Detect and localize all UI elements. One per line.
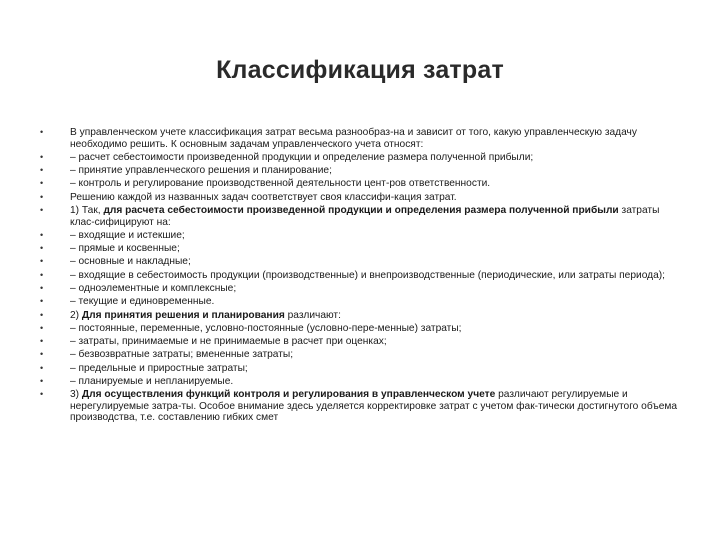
slide-title: Классификация затрат [216,56,504,84]
bullet-text: – постоянные, переменные, условно-постоянные (условно-пере-менные) затраты; [70,322,462,334]
bullet-text: – основные и накладные; [70,256,191,268]
bullet-item [40,323,680,335]
bullet-item [40,363,680,375]
bullet-text: – предельные и приростные затраты; [70,362,248,374]
bullet-text: – входящие в себестоимость продукции (производственные) и внепроизводственные (периодические, или затраты периода); [70,269,665,281]
bullet-text: различают: [284,309,341,321]
bullet-item [40,205,680,228]
bullet-text: – текущие и единовременные. [70,296,215,308]
bullet-dot-icon: • [40,283,44,293]
bullet-item [40,310,680,322]
bullet-text: 1) Так, [70,205,104,216]
bullet-dot-icon: • [40,256,44,267]
bullet-text: – прямые и косвенные; [70,243,180,255]
bullet-text: 3) [70,389,82,401]
bullet-text: – контроль и регулирование производственной деятельности цент-ров ответственности. [70,178,491,190]
bullet-dot-icon: • [40,375,44,386]
bullet-text: – принятие управленческого решения и планирование; [70,165,332,177]
bullet-text: – планируемые и непланируемые. [70,375,234,387]
bullet-text: 2) [70,309,82,321]
bullet-item [40,389,680,424]
bullet-dot-icon: • [40,165,44,176]
bullet-item [40,230,680,242]
bullet-text: – одноэлементные и комплексные; [70,283,237,294]
bullet-dot-icon: • [40,309,44,320]
bullet-text: различают регулируемые и нерегулируемые затра-ты. Особое внимание здесь уделяется корректировке затрат с учетом фак-тически достигнутого объема производства, т.е. составлению гибких смет [70,389,678,424]
bullet-item [40,376,680,388]
bullet-dot-icon: • [40,229,44,240]
bullet-dot-icon: • [40,269,44,280]
bullet-item [40,296,680,308]
bullet-text: – затраты, принимаемые и не принимаемые в расчет при оценках; [70,336,387,348]
bullet-item [40,152,680,164]
bullet-dot-icon: • [40,349,44,360]
bullet-list [40,127,680,426]
bullet-text: затраты клас-сифицируют на: [70,205,660,228]
bullet-dot-icon: • [40,243,44,254]
bullet-item [40,256,680,268]
bullet-dot-icon: • [40,178,44,189]
bullet-text: – безвозвратные затраты; вмененные затраты; [70,349,294,361]
bullet-text: В управленческом учете классификация затрат весьма разнообраз-на и зависит от того, какую управленческую задачу необходимо решить. К основным задачам управленческого учета относят: [70,127,637,150]
bullet-item [40,178,680,190]
bullet-dot-icon: • [40,205,44,215]
bullet-emphasis-text: Для осуществления функций контроля и регулирования в управленческом учете [81,389,496,401]
bullet-item [40,165,680,177]
bullet-item [40,270,680,282]
bullet-dot-icon: • [40,151,44,162]
bullet-emphasis-text: для расчета себестоимости произведенной продукции и определения размера полученной прибыли [103,205,619,216]
bullet-text: – расчет себестоимости произведенной продукции и определение размера полученной прибыли; [70,151,534,163]
bullet-item [40,349,680,361]
bullet-text: – входящие и истекшие; [70,229,185,241]
bullet-dot-icon: • [40,389,44,400]
bullet-dot-icon: • [40,322,44,333]
bullet-dot-icon: • [40,336,44,347]
bullet-item [40,192,680,204]
bullet-item [40,336,680,348]
bullet-item [40,127,680,150]
bullet-emphasis-text: Для принятия решения и планирования [81,309,285,321]
bullet-dot-icon: • [40,127,44,137]
bullet-dot-icon: • [40,296,44,307]
bullet-item [40,243,680,255]
bullet-dot-icon: • [40,362,44,373]
bullet-text: Решению каждой из названных задач соответствует своя классифи-кация затрат. [70,191,457,203]
bullet-dot-icon: • [40,191,44,202]
bullet-item [40,283,680,295]
